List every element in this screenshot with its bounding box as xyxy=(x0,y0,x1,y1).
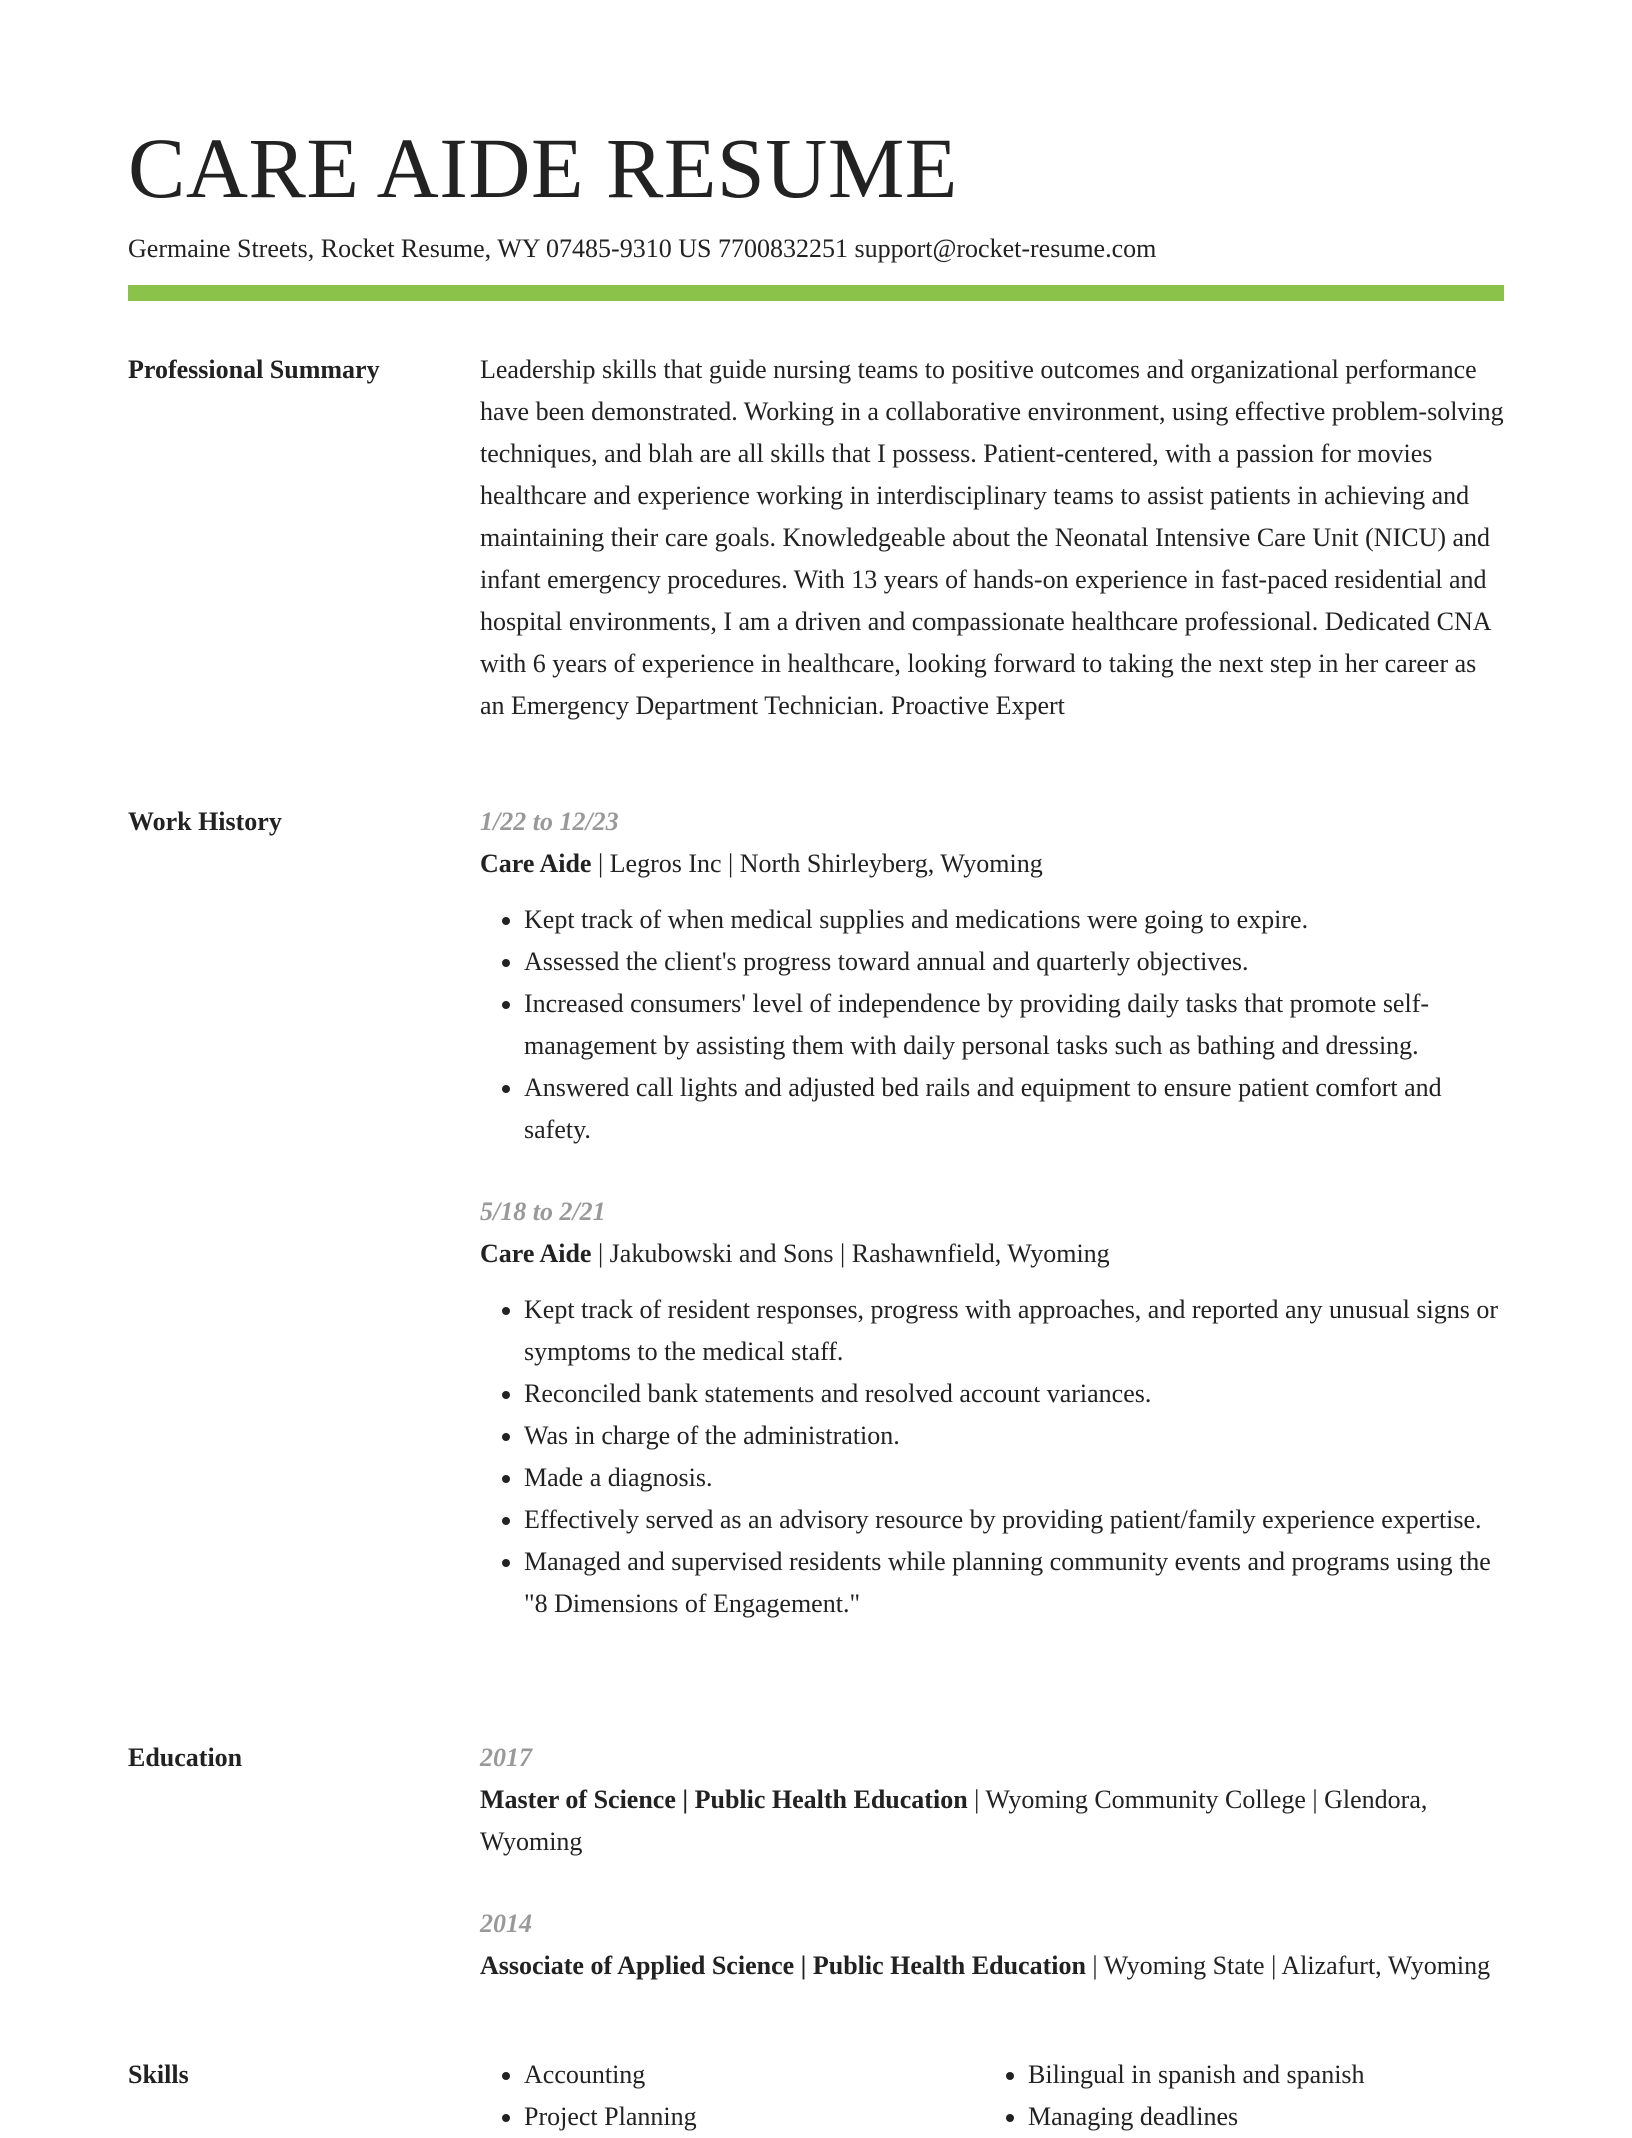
resume-title: CARE AIDE RESUME xyxy=(128,120,958,216)
list-item: • Kept track of resident responses, progress with approaches, and reported any unusual signs or symptoms to the medical staff. xyxy=(524,1289,1504,1373)
list-item: • Kept track of when medical supplies and medications were going to expire. xyxy=(524,899,1504,941)
education-year: 2017 xyxy=(480,1743,532,1772)
list-item: • Assessed the client's progress toward annual and quarterly objectives. xyxy=(524,941,1504,983)
job-bullets xyxy=(480,1289,1504,1625)
summary-text: Leadership skills that guide nursing teams to positive outcomes and organizational performance have been demonstrated. Working in a collaborative environment, using effective problem-solving techniques, and blah are all skills that I possess. Patient-centered, with a passion for movies healthcare and experience working in interdisciplinary teams to assist patients in achieving and maintaining their care goals. Knowledgeable about the Neonatal Intensive Care Unit (NICU) and infant emergency procedures. With 13 years of hands-on experience in fast-paced residential and hospital environments, I am a driven and compassionate healthcare professional. Dedicated CNA with 6 years of experience in healthcare, looking forward to taking the next step in her career as an Emergency Department Technician. Proactive Expert xyxy=(480,355,1504,720)
education-year: 2014 xyxy=(480,1909,532,1938)
job-title: Care Aide xyxy=(480,1239,592,1268)
skills-list-left xyxy=(480,2054,984,2138)
education-line xyxy=(480,1945,1504,1987)
job-line xyxy=(480,843,1504,885)
header-accent-rule xyxy=(128,285,1504,301)
list-item: • Made a diagnosis. xyxy=(524,1457,1504,1499)
section-content xyxy=(480,349,1504,727)
skills-columns xyxy=(480,2054,1504,2138)
list-item: • Managed and supervised residents while planning community events and programs using the "8 Dimensions of Engagement." xyxy=(524,1541,1504,1625)
job-entry xyxy=(480,1191,1504,1625)
list-item: • Increased consumers' level of independence by providing daily tasks that promote self-management by assisting them with daily personal tasks such as bathing and dressing. xyxy=(524,983,1504,1067)
skills-list-right xyxy=(984,2054,1488,2138)
section-label: Education xyxy=(128,1743,243,1772)
list-item: • Bilingual in spanish and spanish xyxy=(1028,2054,1488,2096)
list-item: • Effectively served as an advisory resource by providing patient/family experience expertise. xyxy=(524,1499,1504,1541)
section-label: Work History xyxy=(128,807,282,836)
education-details: | Wyoming State | Alizafurt, Wyoming xyxy=(1085,1951,1491,1980)
list-item: • Was in charge of the administration. xyxy=(524,1415,1504,1457)
job-title: Care Aide xyxy=(480,849,592,878)
list-item: • Accounting xyxy=(524,2054,984,2096)
section-label: Professional Summary xyxy=(128,355,380,384)
section-content xyxy=(480,1737,1504,2027)
list-item: • Reconciled bank statements and resolved account variances. xyxy=(524,1373,1504,1415)
education-entry xyxy=(480,1737,1504,1863)
job-date: 1/22 to 12/23 xyxy=(480,807,619,836)
section-content xyxy=(480,801,1504,1665)
job-entry xyxy=(480,801,1504,1151)
list-item: • Managing deadlines xyxy=(1028,2096,1488,2138)
degree-name: Master of Science | Public Health Education xyxy=(480,1785,968,1814)
education-details: | Wyoming Community College | Glendora, Wyoming xyxy=(480,1785,1428,1856)
job-line xyxy=(480,1233,1504,1275)
job-bullets xyxy=(480,899,1504,1151)
job-details: | Legros Inc | North Shirleyberg, Wyoming xyxy=(591,849,1043,878)
list-item: • Answered call lights and adjusted bed rails and equipment to ensure patient comfort and safety. xyxy=(524,1067,1504,1151)
job-date: 5/18 to 2/21 xyxy=(480,1197,606,1226)
education-entry xyxy=(480,1903,1504,1987)
list-item: • Project Planning xyxy=(524,2096,984,2138)
section-content xyxy=(480,2054,1504,2138)
contact-line: Germaine Streets, Rocket Resume, WY 07485-9310 US 7700832251 support@rocket-resume.com xyxy=(128,234,1157,263)
degree-name: Associate of Applied Science | Public Health Education xyxy=(480,1951,1086,1980)
section-label: Skills xyxy=(128,2060,189,2089)
job-details: | Jakubowski and Sons | Rashawnfield, Wyoming xyxy=(591,1239,1110,1268)
education-line xyxy=(480,1779,1504,1863)
